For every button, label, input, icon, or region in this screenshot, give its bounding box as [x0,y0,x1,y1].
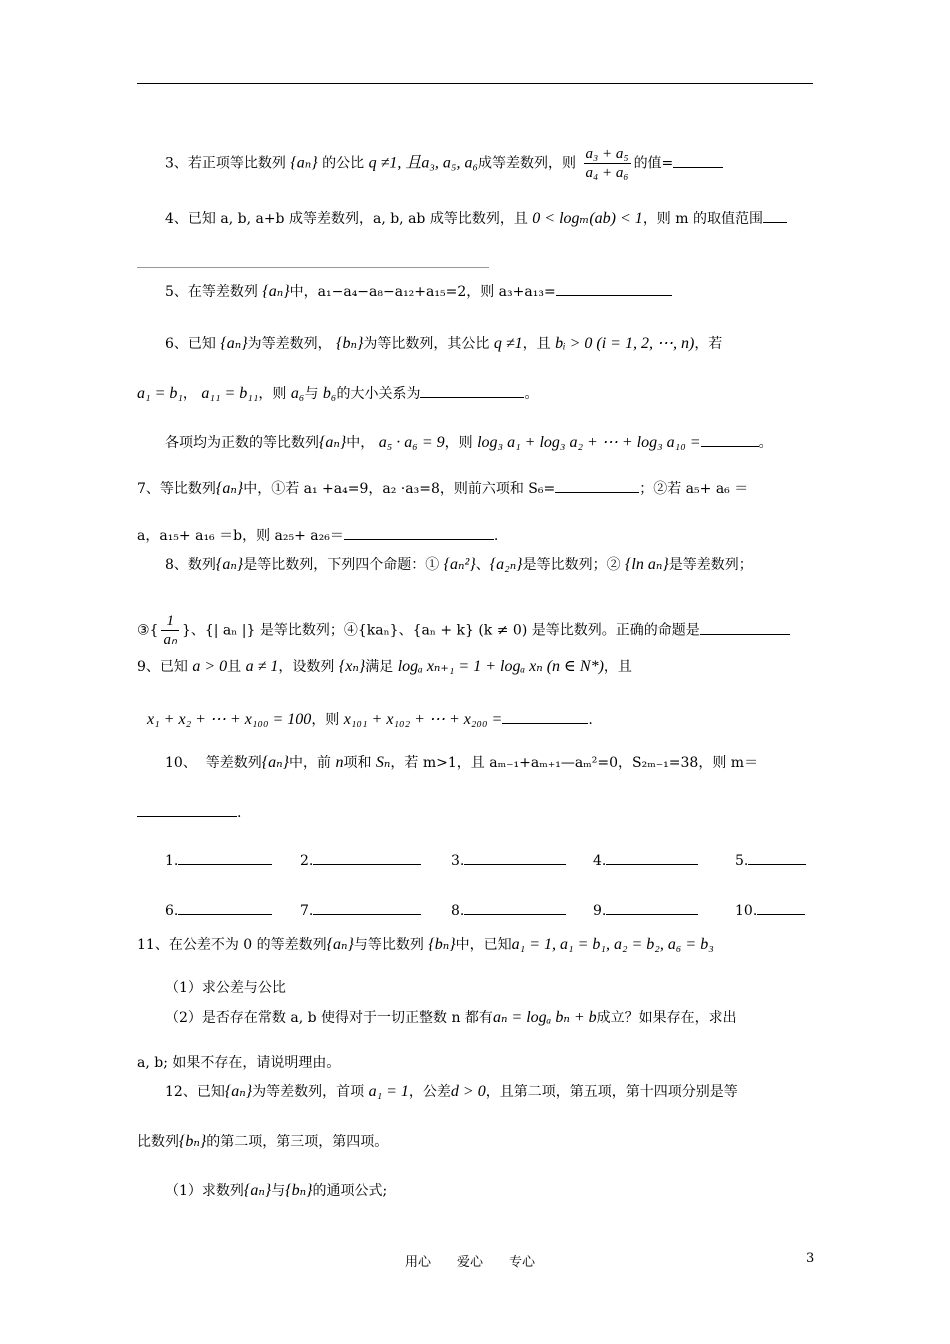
question-5: 5、在等差数列 {aₙ}中，a₁−a₄−a₈−a₁₂+a₁₅=2，则 a₃+a₁₃= [165,281,672,302]
question-7: 7、等比数列{aₙ}中，①若 a₁ +a₄=9，a₂ ·a₃=8，则前六项和 S₆= ；②若 a₅+ a₆ ＝ [137,480,749,497]
page-number: 3 [806,1251,815,1266]
answer-blank [555,478,639,493]
answer-blank [700,620,790,635]
question-8: 8、数列{aₙ}是等比数列，下列四个命题：① {aₙ²}、{a₂ₙ}是等比数列；② {ln aₙ}是等差数列； [165,556,753,573]
answer-7: 7. [300,900,421,921]
question-12: 12、已知{aₙ}为等差数列，首项 a₁ = 1，公差d > 0，且第二项，第五项，第十四项分别是等 [165,1083,738,1100]
answer-2: 2. [300,850,421,871]
footer-motto: 用心 爱心 专心 [405,1255,536,1270]
question-12-line-2: 比数列{bₙ}的第二项，第三项，第四项。 [137,1133,389,1150]
fraction: $\frac{\text{a₃ + a₅}}{\text{a₄ + a₆}}$ [585,146,629,181]
question-6-line-2: a₁ = b₁， a₁₁ = b₁₁，则 a₆与 b₆的大小关系为 。 [137,385,539,402]
answer-5: 5. [735,850,806,871]
question-11: 11、在公差不为 0 的等差数列{aₙ}与等比数列 {bₙ}中，已知a₁ = 1, a₁ = b₁, a₂ = b₂, a₆ = b₃ [137,936,714,953]
question-11-part-1: （1）求公差与公比 [165,980,286,996]
question-6b: 各项均为正数的等比数列{aₙ}中， a₅ · a₆ = 9，则 log₃ a₁ + log₃ a₂ + ⋯ + log₃ a₁₀ = 。 [165,434,773,451]
sequence-a: {aₙ} [290,154,318,172]
question-9-line-2: x₁ + x₂ + ⋯ + x₁₀₀ = 100，则 x₁₀₁ + x₁₀₂ + ⋯ + x₂₀₀ = . [147,711,593,728]
answer-blank [502,709,588,724]
question-10: 10、 等差数列{aₙ}中，前 n项和 Sₙ，若 m>1，且 aₘ₋₁+aₘ₊₁—aₘ²=0，S₂ₘ₋₁=38，则 m＝ [165,754,759,771]
question-9: 9、已知 a > 0且 a ≠ 1，设数列 {xₙ}满足 logₐ xₙ₊₁ = 1 + logₐ xₙ (n ∈ N*)，且 [137,658,632,675]
answer-blank [673,153,723,168]
question-12-part-1: （1）求数列{aₙ}与{bₙ}的通项公式; [165,1182,388,1199]
question-7-line-2: a，a₁₅+ a₁₆ ＝b，则 a₂₅+ a₂₆＝ . [137,525,498,546]
question-10-line-2: . [137,802,241,823]
answer-blank [344,525,494,540]
answer-blank [763,208,787,223]
question-3: 3、若正项等比数列 {aₙ} 的公比 q ≠1, 且a₃, a₅, a₆成等差数列，则 $\frac{\text{a₃ + a₅}}{\text{a₄ + a₆}}$ 的值= [165,145,723,182]
question-11-part-2: （2）是否存在常数 a, b 使得对于一切正整数 n 都有aₙ = logₐ bₙ + b成立？如果存在，求出 [165,1009,737,1026]
question-6: 6、已知 {aₙ}为等差数列， {bₙ}为等比数列，其公比 q ≠1，且 bᵢ > 0 (i = 1, 2, ⋯, n)，若 [165,335,723,352]
answer-6: 6. [165,900,272,921]
answer-blank [701,432,759,447]
fraction: $\frac{1}{\text{aₙ}}$ [163,613,177,648]
answer-blank [420,383,524,398]
answer-blank-line [137,267,489,268]
answer-blank [556,281,672,296]
answer-3: 3. [451,850,566,871]
question-4: 4、已知 a, b, a+b 成等差数列，a, b, ab 成等比数列，且 0 < logₘ(ab) < 1，则 m 的取值范围 [165,208,787,229]
answer-9: 9. [593,900,698,921]
answer-blank [137,802,237,817]
answer-4: 4. [593,850,698,871]
question-11-part-2-line-2: a, b; 如果不存在，请说明理由。 [137,1055,341,1071]
answer-1: 1. [165,850,272,871]
header-rule [137,83,813,84]
question-8-line-2: ③{ $\frac{1}{\text{aₙ}}$ }、{| aₙ |} 是等比数列；④{kaₙ}、{aₙ + k} (k ≠ 0) 是等比数列。正确的命题是 [137,612,790,649]
answer-8: 8. [451,900,566,921]
answer-10: 10. [735,900,805,921]
